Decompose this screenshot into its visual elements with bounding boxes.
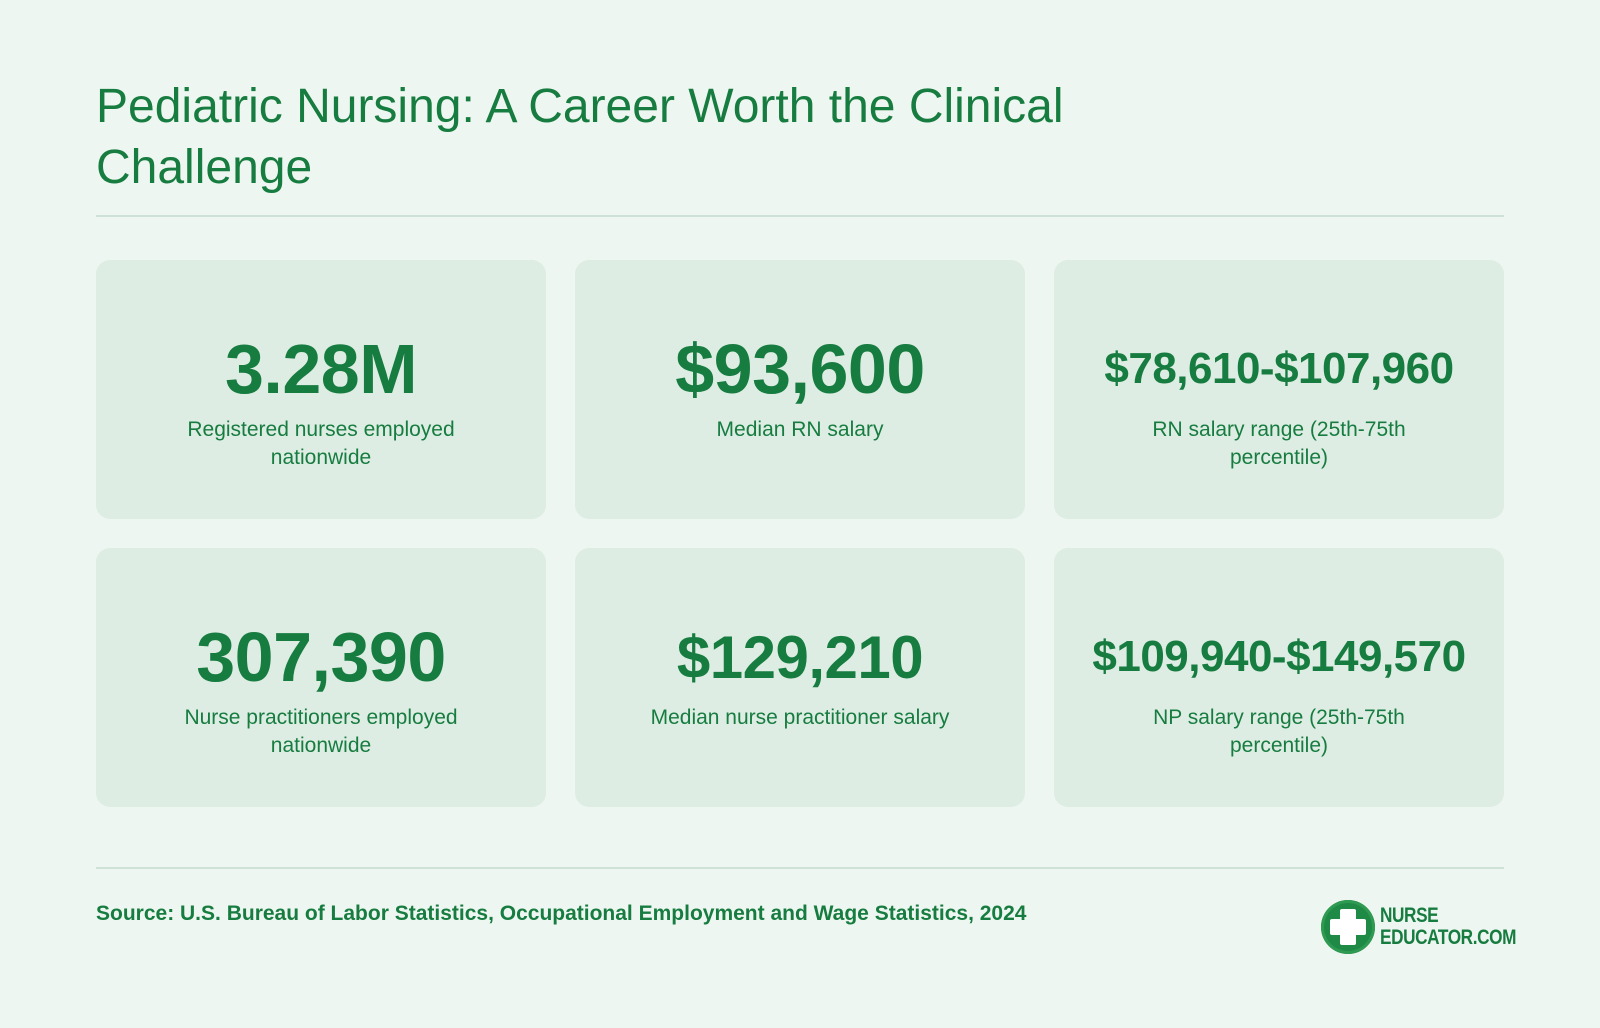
stat-value: $109,940-$149,570 xyxy=(1092,632,1466,681)
stat-label: Median RN salary xyxy=(716,418,884,441)
logo-line-1: NURSE xyxy=(1380,904,1439,927)
source-citation: Source: U.S. Bureau of Labor Statistics, Occupational Employment and Wage Statistics, 2024 xyxy=(96,902,1027,925)
stat-label: Median nurse practitioner salary xyxy=(650,706,950,729)
brand-logo xyxy=(1321,900,1546,954)
stat-card-rn-employed xyxy=(96,260,546,519)
footer-divider xyxy=(96,867,1504,869)
stat-card-rn-median-salary xyxy=(575,260,1025,519)
stat-label: RN salary range (25th-75th percentile) xyxy=(1152,418,1406,469)
stat-value: 3.28M xyxy=(224,330,418,408)
title-divider xyxy=(96,215,1504,217)
stat-label: Registered nurses employed nationwide xyxy=(187,418,455,469)
stat-label: Nurse practitioners employed nationwide xyxy=(184,706,458,757)
stat-value: $78,610-$107,960 xyxy=(1104,344,1454,393)
stat-label: NP salary range (25th-75th percentile) xyxy=(1153,706,1405,757)
stats-grid xyxy=(96,260,1504,807)
logo-wordmark xyxy=(1380,905,1516,949)
stat-card-np-median-salary xyxy=(575,548,1025,807)
medical-cross-icon xyxy=(1321,900,1375,954)
stat-card-rn-salary-range xyxy=(1054,260,1504,519)
stat-card-np-employed xyxy=(96,548,546,807)
infographic xyxy=(96,0,1517,1028)
page-title: Pediatric Nursing: A Career Worth the Clinical Challenge xyxy=(96,80,1064,194)
stat-value: 307,390 xyxy=(196,618,446,696)
stat-value: $93,600 xyxy=(675,330,925,408)
stat-card-np-salary-range xyxy=(1054,548,1504,807)
stat-value: $129,210 xyxy=(676,623,924,691)
logo-line-2: EDUCATOR.COM xyxy=(1380,926,1517,949)
